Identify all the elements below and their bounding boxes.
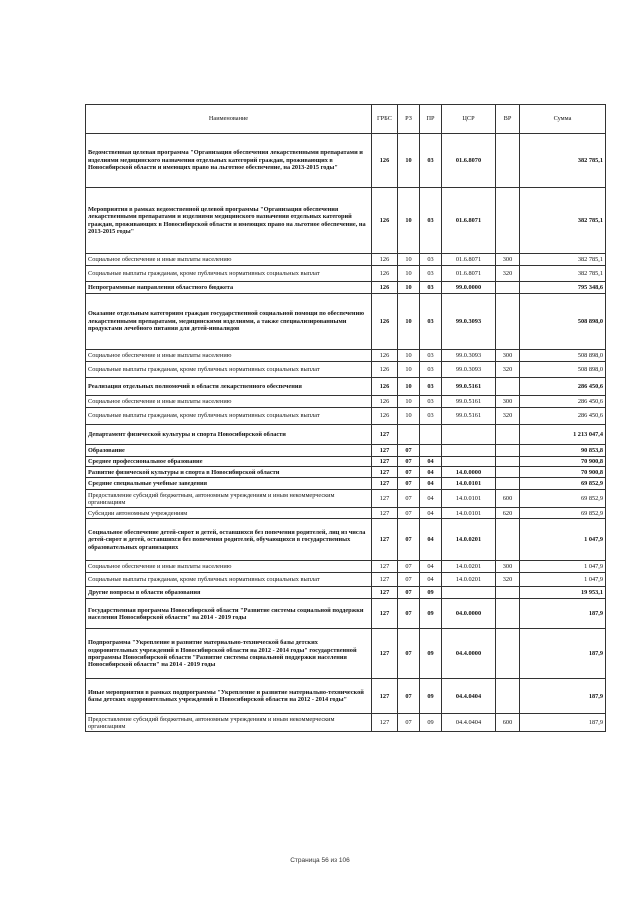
cell-name: Образование — [86, 445, 372, 457]
cell-grbs: 127 — [372, 599, 398, 629]
cell-grbs: 127 — [372, 490, 398, 508]
budget-table — [85, 104, 606, 732]
table-row — [86, 561, 606, 573]
cell-name: Социальное обеспечение детей-сирот и детей, оставшихся без попечения родителей, лиц из числа детей-сирот и детей, оставшихся без попечения родителей, обучающихся в государственных образовательных организациях — [86, 519, 372, 561]
cell-grbs: 127 — [372, 425, 398, 445]
cell-grbs: 127 — [372, 519, 398, 561]
cell-grbs: 126 — [372, 266, 398, 282]
cell-name: Мероприятия в рамках ведомственной целевой программы "Организация обеспечения лекарственными препаратами и изделиями медицинского назначения отдельных категорий граждан, проживающих в Новосибирской области и имеющих право на льготное обеспечение, на 2013-2015 годы" — [86, 188, 372, 254]
cell-name: Развитие физической культуры и спорта в Новосибирской области — [86, 467, 372, 478]
cell-csr: 14.0.0000 — [442, 467, 496, 478]
cell-pr: 04 — [420, 508, 442, 519]
cell-rz — [398, 425, 420, 445]
cell-sum: 187,9 — [520, 629, 606, 679]
cell-vr — [496, 134, 520, 188]
cell-csr — [442, 425, 496, 445]
cell-vr: 300 — [496, 396, 520, 408]
cell-name: Социальное обеспечение и иные выплаты населению — [86, 396, 372, 408]
cell-name: Предоставление субсидий бюджетным, автономным учреждениям и иным некоммерческим организациям — [86, 714, 372, 732]
cell-sum: 187,9 — [520, 599, 606, 629]
table-row — [86, 714, 606, 732]
cell-name: Предоставление субсидий бюджетным, автономным учреждениям и иным некоммерческим организациям — [86, 490, 372, 508]
cell-vr — [496, 294, 520, 350]
cell-grbs: 127 — [372, 445, 398, 457]
cell-name: Социальное обеспечение и иные выплаты населению — [86, 254, 372, 266]
cell-rz: 07 — [398, 679, 420, 714]
header-row — [86, 105, 606, 134]
table-row — [86, 629, 606, 679]
cell-pr: 04 — [420, 519, 442, 561]
table-row — [86, 188, 606, 254]
cell-grbs: 127 — [372, 508, 398, 519]
cell-pr: 04 — [420, 467, 442, 478]
cell-vr: 300 — [496, 350, 520, 362]
table-row — [86, 350, 606, 362]
cell-vr: 320 — [496, 362, 520, 378]
table-row — [86, 490, 606, 508]
cell-sum: 19 953,1 — [520, 587, 606, 599]
cell-rz: 10 — [398, 266, 420, 282]
cell-rz: 07 — [398, 573, 420, 587]
cell-rz: 10 — [398, 362, 420, 378]
table-row — [86, 519, 606, 561]
cell-rz: 07 — [398, 587, 420, 599]
cell-name: Среднее профессиональное образование — [86, 457, 372, 467]
cell-pr — [420, 425, 442, 445]
cell-pr: 03 — [420, 266, 442, 282]
table-row — [86, 134, 606, 188]
cell-name: Социальное обеспечение и иные выплаты населению — [86, 350, 372, 362]
cell-grbs: 126 — [372, 188, 398, 254]
cell-vr: 320 — [496, 408, 520, 425]
cell-sum: 508 898,0 — [520, 294, 606, 350]
cell-pr — [420, 445, 442, 457]
cell-name: Ведомственная целевая программа "Организация обеспечения лекарственными препаратами и изделиями медицинского назначения отдельных категорий граждан, проживающих в Новосибирской области и имеющих право на льготное обеспечение, на 2013-2015 годы" — [86, 134, 372, 188]
cell-name: Социальные выплаты гражданам, кроме публичных нормативных социальных выплат — [86, 573, 372, 587]
cell-vr — [496, 587, 520, 599]
cell-grbs: 127 — [372, 714, 398, 732]
cell-rz: 10 — [398, 408, 420, 425]
cell-pr: 04 — [420, 490, 442, 508]
cell-csr: 99.0.5161 — [442, 396, 496, 408]
table-row — [86, 679, 606, 714]
cell-pr: 09 — [420, 629, 442, 679]
cell-name: Департамент физической культуры и спорта Новосибирской области — [86, 425, 372, 445]
page-number: Страница 56 из 106 — [290, 857, 350, 864]
cell-grbs: 127 — [372, 478, 398, 490]
cell-vr: 620 — [496, 508, 520, 519]
cell-pr: 03 — [420, 378, 442, 396]
cell-csr: 04.4.0404 — [442, 679, 496, 714]
cell-csr: 14.0.0201 — [442, 573, 496, 587]
table-body — [86, 134, 606, 732]
cell-sum: 69 852,9 — [520, 478, 606, 490]
cell-csr — [442, 457, 496, 467]
header-grbs: ГРБС — [372, 105, 398, 134]
cell-name: Реализация отдельных полномочий в области лекарственного обеспечения — [86, 378, 372, 396]
cell-sum: 1 047,9 — [520, 561, 606, 573]
cell-vr: 600 — [496, 714, 520, 732]
cell-pr: 04 — [420, 561, 442, 573]
cell-grbs: 127 — [372, 679, 398, 714]
cell-vr — [496, 445, 520, 457]
cell-pr: 09 — [420, 714, 442, 732]
cell-sum: 508 898,0 — [520, 350, 606, 362]
cell-sum: 286 450,6 — [520, 378, 606, 396]
header-rz: РЗ — [398, 105, 420, 134]
cell-csr: 01.6.8071 — [442, 266, 496, 282]
table-header — [86, 105, 606, 134]
cell-sum: 1 213 047,4 — [520, 425, 606, 445]
cell-rz: 10 — [398, 254, 420, 266]
cell-name: Иные мероприятия в рамках подпрограммы "Укрепление и развитие материально-технической базы детских оздоровительных учреждений в Новосибирской области на 2012 - 2014 годы" — [86, 679, 372, 714]
cell-name: Средние специальные учебные заведения — [86, 478, 372, 490]
cell-rz: 07 — [398, 445, 420, 457]
cell-csr: 99.0.5161 — [442, 378, 496, 396]
cell-vr — [496, 188, 520, 254]
table-row — [86, 396, 606, 408]
cell-csr: 99.0.3093 — [442, 350, 496, 362]
cell-grbs: 127 — [372, 561, 398, 573]
cell-csr: 01.6.8070 — [442, 134, 496, 188]
cell-vr — [496, 425, 520, 445]
cell-grbs: 126 — [372, 134, 398, 188]
cell-csr: 14.0.0101 — [442, 490, 496, 508]
cell-grbs: 126 — [372, 350, 398, 362]
cell-grbs: 127 — [372, 467, 398, 478]
cell-grbs: 127 — [372, 457, 398, 467]
table-row — [86, 282, 606, 294]
cell-csr: 14.0.0101 — [442, 508, 496, 519]
cell-vr: 600 — [496, 490, 520, 508]
table-row — [86, 599, 606, 629]
cell-rz: 10 — [398, 282, 420, 294]
cell-csr — [442, 587, 496, 599]
cell-pr: 04 — [420, 573, 442, 587]
cell-csr: 99.0.0000 — [442, 282, 496, 294]
cell-vr: 320 — [496, 266, 520, 282]
cell-vr — [496, 599, 520, 629]
cell-vr — [496, 478, 520, 490]
cell-csr: 04.0.0000 — [442, 599, 496, 629]
cell-pr: 03 — [420, 254, 442, 266]
cell-name: Другие вопросы в области образования — [86, 587, 372, 599]
cell-sum: 1 047,9 — [520, 573, 606, 587]
cell-grbs: 126 — [372, 254, 398, 266]
cell-rz: 07 — [398, 714, 420, 732]
cell-rz: 07 — [398, 490, 420, 508]
cell-csr: 14.0.0201 — [442, 519, 496, 561]
cell-name: Оказание отдельным категориям граждан государственной социальной помощи по обеспечению лекарственными препаратами, медицинскими изделиями, а также специализированными продуктами лечебного питания для детей-инвалидов — [86, 294, 372, 350]
cell-name: Подпрограмма "Укрепление и развитие материально-технической базы детских оздоровительных учреждений в Новосибирской области на 2012 - 2014 годы" государственной программы Новосибирской области "Развитие системы социальной поддержки населения Новосибирской области" на 2014 - 2019 годы — [86, 629, 372, 679]
cell-pr: 03 — [420, 408, 442, 425]
table-row — [86, 457, 606, 467]
cell-rz: 10 — [398, 134, 420, 188]
cell-sum: 70 900,8 — [520, 467, 606, 478]
cell-rz: 07 — [398, 478, 420, 490]
cell-sum: 286 450,6 — [520, 396, 606, 408]
cell-rz: 07 — [398, 467, 420, 478]
cell-grbs: 126 — [372, 396, 398, 408]
cell-grbs: 126 — [372, 294, 398, 350]
cell-name: Социальные выплаты гражданам, кроме публичных нормативных социальных выплат — [86, 266, 372, 282]
cell-sum: 69 852,9 — [520, 508, 606, 519]
cell-csr — [442, 445, 496, 457]
cell-vr — [496, 467, 520, 478]
header-sum: Сумма — [520, 105, 606, 134]
cell-csr: 01.6.8071 — [442, 188, 496, 254]
cell-sum: 187,9 — [520, 714, 606, 732]
cell-rz: 07 — [398, 457, 420, 467]
cell-pr: 03 — [420, 350, 442, 362]
cell-grbs: 126 — [372, 362, 398, 378]
table-row — [86, 425, 606, 445]
cell-rz: 07 — [398, 508, 420, 519]
cell-grbs: 126 — [372, 378, 398, 396]
cell-grbs: 127 — [372, 573, 398, 587]
cell-vr — [496, 679, 520, 714]
cell-vr — [496, 457, 520, 467]
cell-pr: 03 — [420, 282, 442, 294]
cell-pr: 09 — [420, 679, 442, 714]
cell-sum: 508 898,0 — [520, 362, 606, 378]
cell-rz: 10 — [398, 350, 420, 362]
cell-sum: 382 785,1 — [520, 266, 606, 282]
cell-csr: 04.4.0000 — [442, 629, 496, 679]
cell-csr: 99.0.3093 — [442, 362, 496, 378]
cell-sum: 795 348,6 — [520, 282, 606, 294]
table-row — [86, 478, 606, 490]
header-csr: ЦСР — [442, 105, 496, 134]
cell-csr: 14.0.0201 — [442, 561, 496, 573]
cell-rz: 07 — [398, 561, 420, 573]
cell-name: Социальные выплаты гражданам, кроме публичных нормативных социальных выплат — [86, 362, 372, 378]
cell-name: Государственная программа Новосибирской области "Развитие системы социальной поддержки населения Новосибирской области" на 2014 - 2019 годы — [86, 599, 372, 629]
cell-pr: 03 — [420, 396, 442, 408]
cell-sum: 382 785,1 — [520, 188, 606, 254]
cell-rz: 10 — [398, 188, 420, 254]
cell-vr: 320 — [496, 573, 520, 587]
cell-csr: 99.0.3093 — [442, 294, 496, 350]
cell-grbs: 127 — [372, 629, 398, 679]
cell-sum: 1 047,9 — [520, 519, 606, 561]
header-vr: ВР — [496, 105, 520, 134]
cell-name: Социальные выплаты гражданам, кроме публичных нормативных социальных выплат — [86, 408, 372, 425]
cell-vr: 300 — [496, 254, 520, 266]
cell-rz: 10 — [398, 396, 420, 408]
cell-pr: 03 — [420, 188, 442, 254]
cell-pr: 03 — [420, 362, 442, 378]
table-row — [86, 508, 606, 519]
table-row — [86, 294, 606, 350]
table-row — [86, 254, 606, 266]
cell-csr: 14.0.0101 — [442, 478, 496, 490]
cell-csr: 01.6.8071 — [442, 254, 496, 266]
table-row — [86, 362, 606, 378]
cell-rz: 07 — [398, 599, 420, 629]
cell-pr: 04 — [420, 478, 442, 490]
cell-pr: 09 — [420, 599, 442, 629]
table-row — [86, 587, 606, 599]
cell-pr: 09 — [420, 587, 442, 599]
cell-csr: 99.0.5161 — [442, 408, 496, 425]
cell-name: Непрограммные направления областного бюджета — [86, 282, 372, 294]
cell-sum: 70 900,8 — [520, 457, 606, 467]
cell-sum: 382 785,1 — [520, 254, 606, 266]
table-row — [86, 266, 606, 282]
cell-rz: 07 — [398, 629, 420, 679]
cell-vr: 300 — [496, 561, 520, 573]
table-row — [86, 573, 606, 587]
table-row — [86, 378, 606, 396]
cell-vr — [496, 378, 520, 396]
cell-sum: 286 450,6 — [520, 408, 606, 425]
table-row — [86, 408, 606, 425]
cell-rz: 07 — [398, 519, 420, 561]
cell-name: Социальное обеспечение и иные выплаты населению — [86, 561, 372, 573]
cell-rz: 10 — [398, 378, 420, 396]
cell-grbs: 127 — [372, 587, 398, 599]
cell-vr — [496, 629, 520, 679]
table-row — [86, 467, 606, 478]
cell-pr: 03 — [420, 134, 442, 188]
cell-pr: 03 — [420, 294, 442, 350]
cell-sum: 90 853,8 — [520, 445, 606, 457]
table-row — [86, 445, 606, 457]
cell-sum: 382 785,1 — [520, 134, 606, 188]
cell-pr: 04 — [420, 457, 442, 467]
cell-grbs: 126 — [372, 282, 398, 294]
header-pr: ПР — [420, 105, 442, 134]
cell-vr — [496, 519, 520, 561]
cell-csr: 04.4.0404 — [442, 714, 496, 732]
cell-vr — [496, 282, 520, 294]
cell-sum: 187,9 — [520, 679, 606, 714]
cell-grbs: 126 — [372, 408, 398, 425]
cell-rz: 10 — [398, 294, 420, 350]
header-name: Наименование — [86, 105, 372, 134]
cell-name: Субсидии автономным учреждениям — [86, 508, 372, 519]
cell-sum: 69 852,9 — [520, 490, 606, 508]
